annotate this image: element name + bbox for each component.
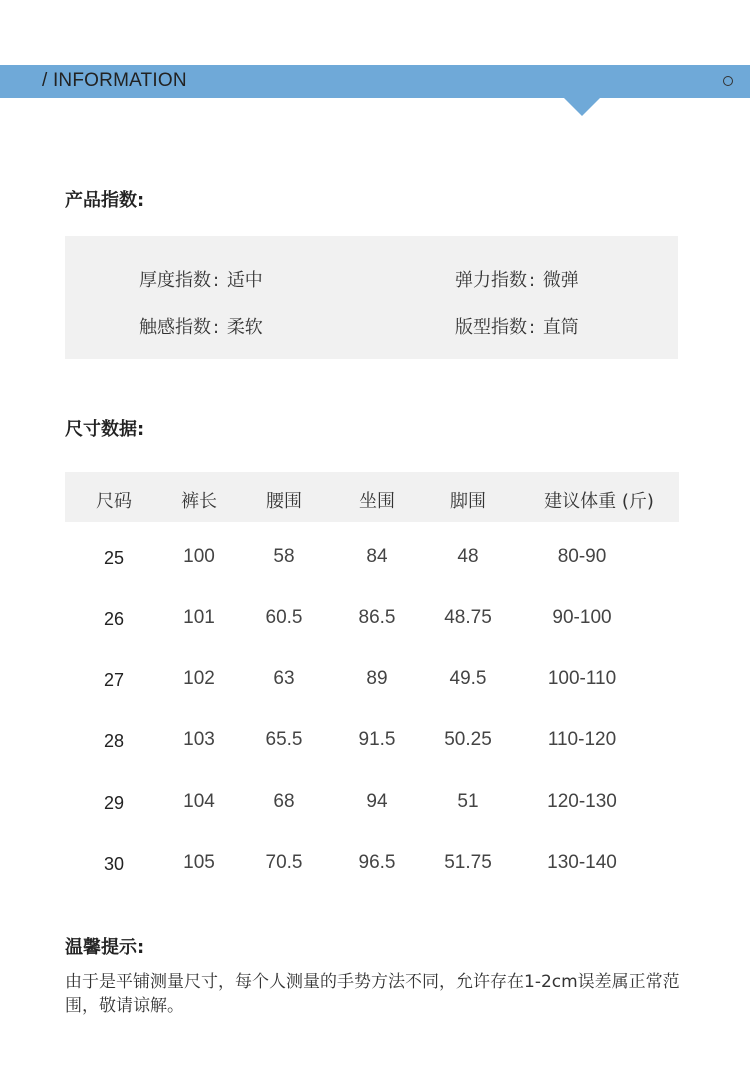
header-leg-opening: 脚围 <box>450 491 486 512</box>
index-value: 柔软 <box>226 317 263 338</box>
header-weight: 建议体重 (斤) <box>544 491 654 512</box>
cell-length: 105 <box>183 852 215 873</box>
cell-size: 26 <box>103 609 125 629</box>
index-item-fit: 版型指数 : 直筒 <box>455 317 579 338</box>
product-index-heading: 产品指数: <box>65 190 145 211</box>
cell-length: 101 <box>183 607 215 628</box>
cell-length: 104 <box>183 791 215 812</box>
cell-waist: 70.5 <box>265 852 303 873</box>
index-label: 厚度指数 <box>139 270 211 291</box>
cell-length: 102 <box>183 668 215 689</box>
cell-waist: 68 <box>273 791 295 812</box>
cell-hip: 84 <box>366 546 388 567</box>
cell-leg-opening: 49.5 <box>449 668 487 689</box>
cell-hip: 89 <box>366 668 388 689</box>
cell-size: 29 <box>103 793 125 813</box>
information-banner <box>0 65 750 98</box>
cell-weight: 90-100 <box>552 607 612 628</box>
cell-hip: 96.5 <box>358 852 396 873</box>
cell-size: 27 <box>103 670 125 690</box>
cell-leg-opening: 51 <box>457 791 479 812</box>
cell-weight: 120-130 <box>547 791 617 812</box>
cell-leg-opening: 50.25 <box>444 729 492 750</box>
cell-size: 25 <box>103 548 125 568</box>
header-waist: 腰围 <box>266 491 302 512</box>
index-value: 微弹 <box>542 270 579 291</box>
cell-weight: 130-140 <box>547 852 617 873</box>
cell-hip: 94 <box>366 791 388 812</box>
index-value: 直筒 <box>542 317 579 338</box>
cell-weight: 100-110 <box>547 668 617 689</box>
cell-waist: 58 <box>273 546 295 567</box>
header-hip: 坐围 <box>359 491 395 512</box>
cell-weight: 110-120 <box>547 729 617 750</box>
cell-leg-opening: 51.75 <box>444 852 492 873</box>
header-size: 尺码 <box>96 491 132 512</box>
index-label: 触感指数 <box>139 317 211 338</box>
index-item-elasticity: 弹力指数 : 微弹 <box>455 270 579 291</box>
cell-size: 30 <box>103 854 125 874</box>
cell-hip: 91.5 <box>358 729 396 750</box>
banner-title: / INFORMATION <box>42 70 187 91</box>
product-index-panel <box>65 236 678 359</box>
cell-leg-opening: 48 <box>457 546 479 567</box>
cell-weight: 80-90 <box>557 546 607 567</box>
index-value: 适中 <box>226 270 263 291</box>
index-label: 版型指数 <box>455 317 527 338</box>
index-label: 弹力指数 <box>455 270 527 291</box>
tips-heading: 温馨提示: <box>65 937 145 958</box>
size-table-header <box>65 472 679 522</box>
header-length: 裤长 <box>181 491 217 512</box>
index-item-touch: 触感指数 : 柔软 <box>139 317 263 338</box>
cell-length: 100 <box>183 546 215 567</box>
index-item-thickness: 厚度指数 : 适中 <box>139 270 263 291</box>
cell-waist: 65.5 <box>265 729 303 750</box>
cell-length: 103 <box>183 729 215 750</box>
cell-hip: 86.5 <box>358 607 396 628</box>
cell-leg-opening: 48.75 <box>444 607 492 628</box>
tips-text: 由于是平铺测量尺寸，每个人测量的手势方法不同，允许存在1-2cm误差属正常范围，敬请谅解。 <box>65 972 680 1016</box>
circle-icon <box>723 76 733 86</box>
size-data-heading: 尺寸数据: <box>65 419 145 440</box>
banner-notch-triangle <box>564 98 600 116</box>
cell-waist: 63 <box>273 668 295 689</box>
cell-size: 28 <box>103 731 125 751</box>
cell-waist: 60.5 <box>265 607 303 628</box>
